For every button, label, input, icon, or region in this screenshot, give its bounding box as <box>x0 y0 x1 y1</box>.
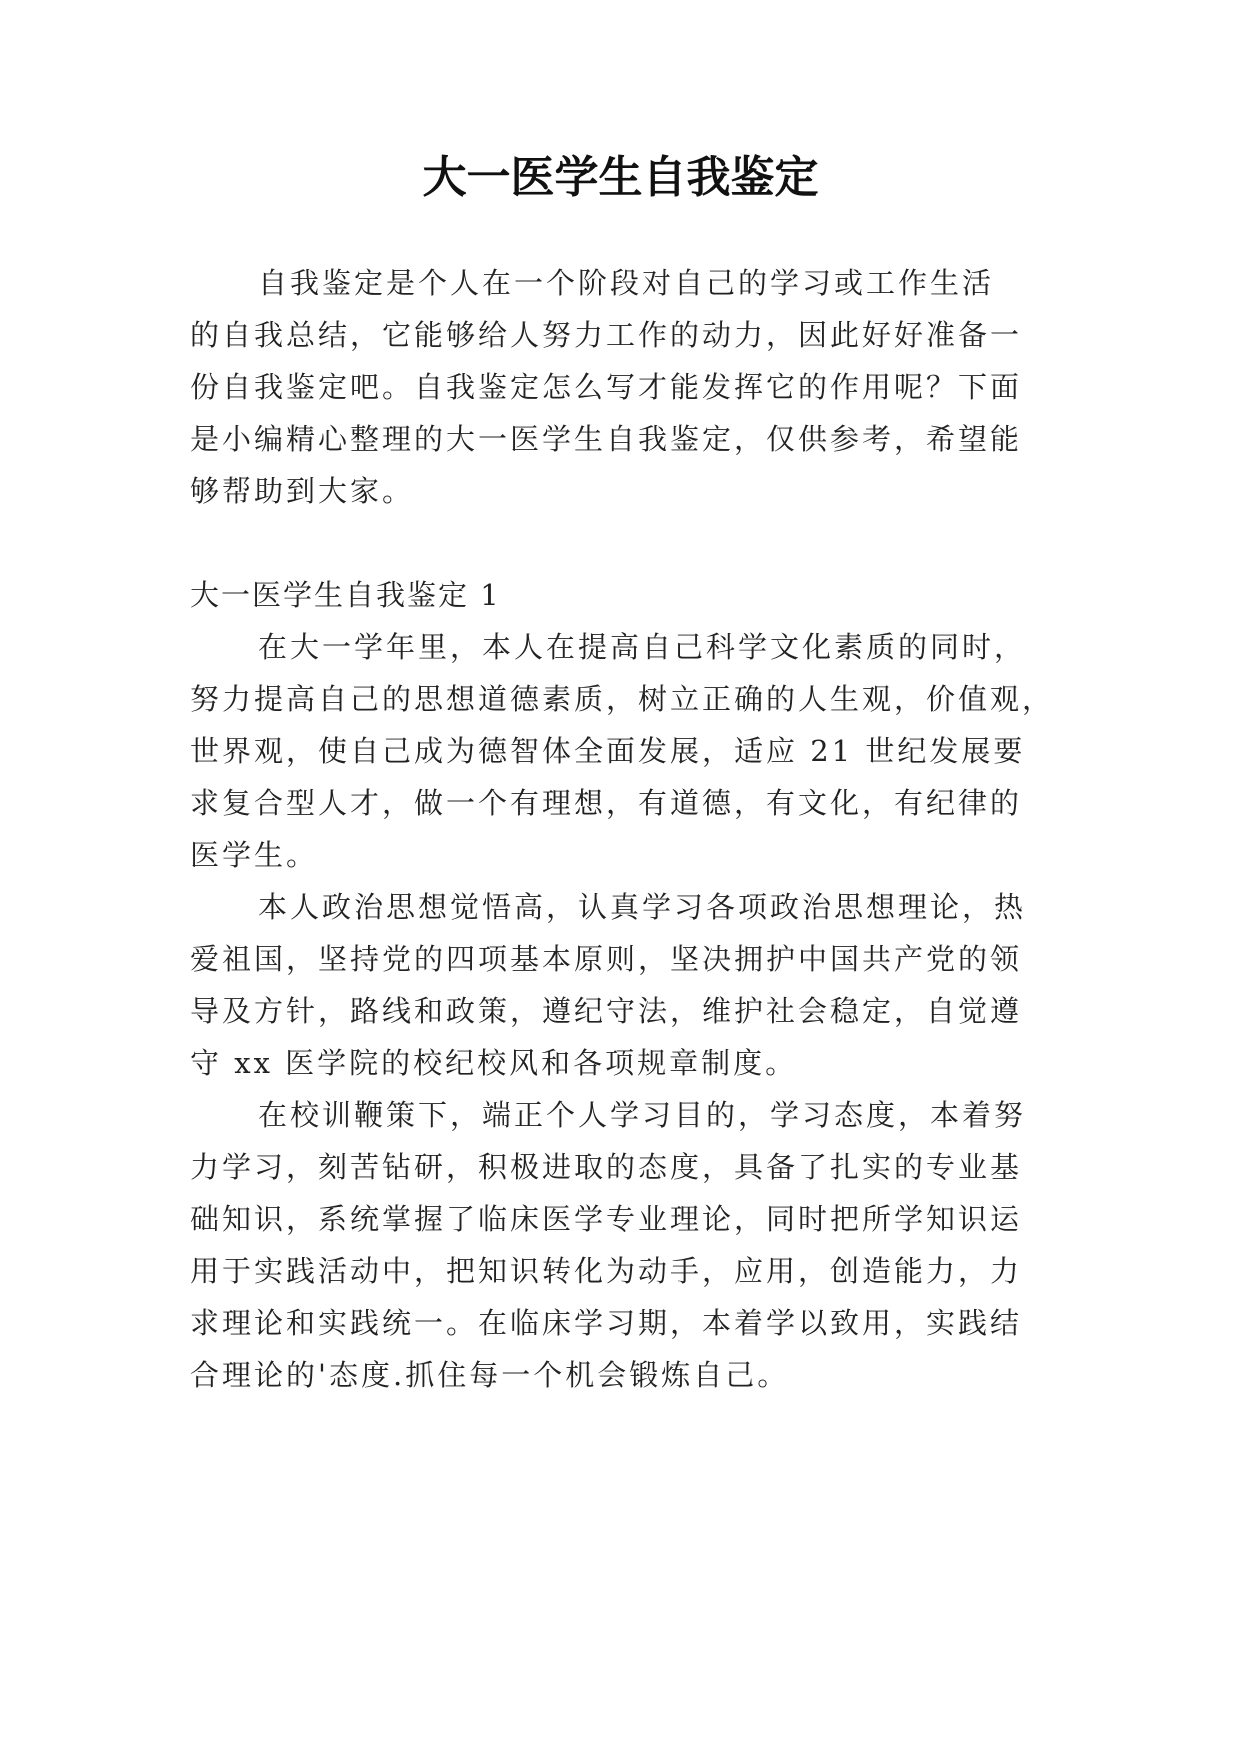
paragraph-line: 在大一学年里，本人在提高自己科学文化素质的同时， <box>258 630 1027 664</box>
paragraph-line: 础知识，系统掌握了临床医学专业理论，同时把所学知识运 <box>190 1202 1023 1236</box>
paragraph-line: 导及方针，路线和政策，遵纪守法，维护社会稳定，自觉遵 <box>190 994 1023 1028</box>
document-title: 大一医学生自我鉴定 <box>422 152 819 203</box>
paragraph-line: 用于实践活动中，把知识转化为动手，应用，创造能力，力 <box>190 1254 1023 1288</box>
paragraph-line: 世界观，使自己成为德智体全面发展，适应 21 世纪发展要 <box>190 734 1026 768</box>
paragraph-line: 力学习，刻苦钻研，积极进取的态度，具备了扎实的专业基 <box>190 1150 1023 1184</box>
paragraph-line: 本人政治思想觉悟高，认真学习各项政治思想理论，热 <box>258 890 1027 924</box>
intro-line: 是小编精心整理的大一医学生自我鉴定，仅供参考，希望能 <box>190 422 1023 456</box>
paragraph-line: 爱祖国，坚持党的四项基本原则，坚决拥护中国共产党的领 <box>190 942 1023 976</box>
paragraph-line: 守 xx 医学院的校纪校风和各项规章制度。 <box>190 1046 798 1080</box>
intro-line: 自我鉴定是个人在一个阶段对自己的学习或工作生活 <box>258 266 995 300</box>
paragraph-line: 合理论的'态度.抓住每一个机会锻炼自己。 <box>190 1358 790 1392</box>
paragraph-line: 医学生。 <box>190 838 319 872</box>
section-heading: 大一医学生自我鉴定 1 <box>190 578 501 612</box>
intro-line: 份自我鉴定吧。自我鉴定怎么写才能发挥它的作用呢？下面 <box>190 370 1023 404</box>
intro-line: 够帮助到大家。 <box>190 474 415 508</box>
paragraph-line: 求理论和实践统一。在临床学习期，本着学以致用，实践结 <box>190 1306 1023 1340</box>
paragraph-line: 在校训鞭策下，端正个人学习目的，学习态度，本着努 <box>258 1098 1027 1132</box>
intro-line: 的自我总结，它能够给人努力工作的动力，因此好好准备一 <box>190 318 1023 352</box>
paragraph-line: 努力提高自己的思想道德素质，树立正确的人生观，价值观， <box>190 682 1055 716</box>
paragraph-line: 求复合型人才，做一个有理想，有道德，有文化，有纪律的 <box>190 786 1023 820</box>
